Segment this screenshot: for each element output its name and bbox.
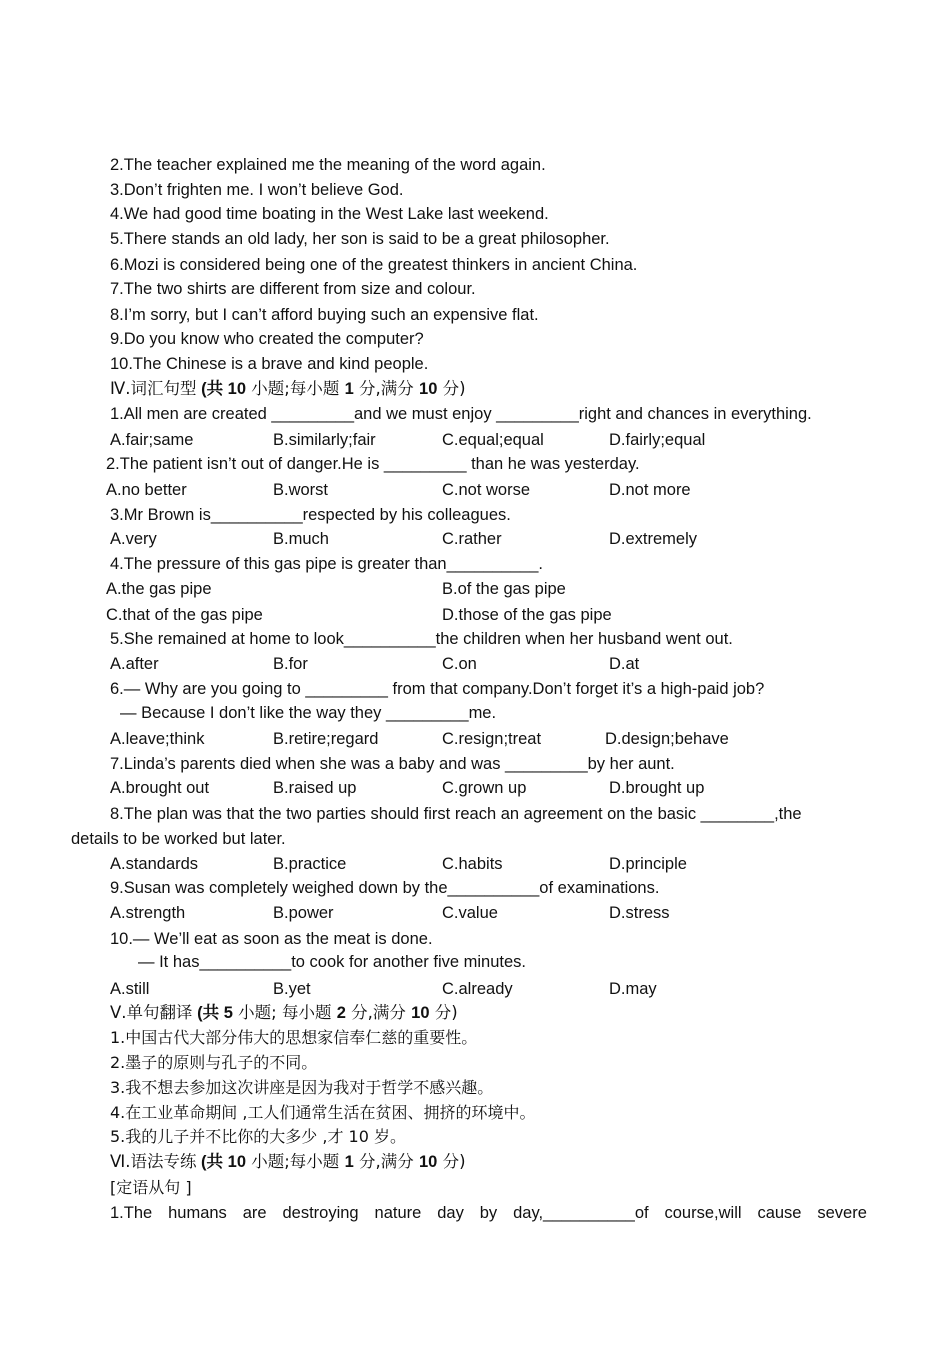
option-a: A.fair;same (110, 431, 194, 449)
option-a: A.very (110, 530, 157, 548)
vocab-question-8: 8.The plan was that the two parties should first reach an agreement on the basic ________,the (110, 805, 802, 823)
option-d: D.at (609, 655, 640, 673)
option-c: C.habits (442, 855, 503, 873)
vocab-question-6: 6.— Why are you going to _________ from that company.Don’t forget it’s a high-paid job? (110, 680, 765, 698)
option-b: B.yet (273, 980, 311, 998)
option-d: D.principle (609, 855, 687, 873)
vocab-question-10: 10.— We’ll eat as soon as the meat is done. (110, 930, 433, 948)
vocab-question-5: 5.She remained at home to look__________the children when her husband went out. (110, 630, 733, 648)
vocab-question-1: 1.All men are created _________and we must enjoy _________right and chances in everything. (110, 405, 812, 423)
option-a: A.after (110, 655, 159, 673)
option-b: B.worst (273, 481, 329, 499)
option-b: B.practice (273, 855, 347, 873)
option-b: B.for (273, 655, 308, 673)
vocab-question-2: 2.The patient isn’t out of danger.He is _________ than he was yesterday. (106, 455, 640, 473)
option-c: C.grown up (442, 779, 527, 797)
vocab-question-6-reply: — Because I don’t like the way they _________me. (120, 704, 497, 722)
section-5-heading: Ⅴ.单句翻译 (共 5 小题; 每小题 2 分,满分 10 分) (110, 1003, 458, 1022)
option-a: A.the gas pipe (106, 580, 212, 598)
correction-item-8: 8.I’m sorry, but I can’t afford buying such an expensive flat. (110, 306, 539, 324)
word: cause (757, 1204, 802, 1222)
option-d: D.brought up (609, 779, 705, 797)
option-c: C.rather (442, 530, 502, 548)
word: 1.The (110, 1204, 153, 1222)
section-4-heading: Ⅳ.词汇句型 (共 10 小题;每小题 1 分,满分 10 分) (110, 379, 466, 398)
option-a: A.standards (110, 855, 199, 873)
correction-item-10: 10.The Chinese is a brave and kind people. (110, 355, 429, 373)
option-b: B.much (273, 530, 329, 548)
translation-item-2: 2.墨子的原则与孔子的不同。 (110, 1053, 318, 1072)
correction-item-6: 6.Mozi is considered being one of the greatest thinkers in ancient China. (110, 256, 638, 274)
option-a: A.no better (106, 481, 187, 499)
option-d: D.extremely (609, 530, 698, 548)
option-a: A.brought out (110, 779, 210, 797)
option-b: B.similarly;fair (273, 431, 376, 449)
option-c: C.on (442, 655, 477, 673)
option-a: A.strength (110, 904, 186, 922)
option-b: B.retire;regard (273, 730, 379, 748)
vocab-question-3: 3.Mr Brown is__________respected by his colleagues. (110, 506, 511, 524)
option-d: D.may (609, 980, 657, 998)
option-b: B.of the gas pipe (442, 580, 566, 598)
option-d: D.design;behave (605, 730, 729, 748)
option-a: A.still (110, 980, 150, 998)
option-b: B.power (273, 904, 334, 922)
translation-item-3: 3.我不想去参加这次讲座是因为我对于哲学不感兴趣。 (110, 1078, 494, 1097)
word: day,__________of (513, 1204, 649, 1222)
vocab-question-7: 7.Linda’s parents died when she was a baby and was _________by her aunt. (110, 755, 675, 773)
option-c: C.resign;treat (442, 730, 542, 748)
correction-item-9: 9.Do you know who created the computer? (110, 330, 424, 348)
correction-item-7: 7.The two shirts are different from size and colour. (110, 280, 476, 298)
option-b: B.raised up (273, 779, 357, 797)
word: course,will (664, 1204, 742, 1222)
option-d: D.stress (609, 904, 670, 922)
correction-item-2: 2.The teacher explained me the meaning of the word again. (110, 156, 546, 174)
correction-item-5: 5.There stands an old lady, her son is said to be a great philosopher. (110, 230, 610, 248)
correction-item-4: 4.We had good time boating in the West Lake last weekend. (110, 205, 549, 223)
option-c: C.value (442, 904, 498, 922)
translation-item-4: 4.在工业革命期间 ,工人们通常生活在贫困、拥挤的环境中。 (110, 1103, 536, 1122)
vocab-question-8-continued: details to be worked but later. (71, 830, 286, 848)
word: by (479, 1204, 498, 1222)
word: day (437, 1204, 464, 1222)
option-c: C.not worse (442, 481, 531, 499)
word: nature (374, 1204, 422, 1222)
grammar-question-1 (110, 1203, 867, 1223)
vocab-question-9: 9.Susan was completely weighed down by the__________of examinations. (110, 879, 660, 897)
word: severe (817, 1204, 867, 1222)
option-d: D.not more (609, 481, 691, 499)
translation-item-5: 5.我的儿子并不比你的大多少 ,才 10 岁。 (110, 1127, 406, 1146)
option-c: C.that of the gas pipe (106, 606, 263, 624)
vocab-question-10-reply: — It has__________to cook for another five minutes. (138, 953, 526, 971)
word: humans (168, 1204, 227, 1222)
word: are (242, 1204, 267, 1222)
correction-item-3: 3.Don’t frighten me. I won’t believe God. (110, 181, 404, 199)
translation-item-1: 1.中国古代大部分伟大的思想家信奉仁慈的重要性。 (110, 1028, 478, 1047)
option-d: D.fairly;equal (609, 431, 706, 449)
grammar-subtitle: [定语从句 ] (110, 1178, 192, 1197)
option-c: C.equal;equal (442, 431, 544, 449)
section-6-heading: Ⅵ.语法专练 (共 10 小题;每小题 1 分,满分 10 分) (110, 1152, 466, 1171)
option-d: D.those of the gas pipe (442, 606, 612, 624)
option-c: C.already (442, 980, 513, 998)
word: destroying (282, 1204, 359, 1222)
option-a: A.leave;think (110, 730, 205, 748)
vocab-question-4: 4.The pressure of this gas pipe is greater than__________. (110, 555, 543, 573)
